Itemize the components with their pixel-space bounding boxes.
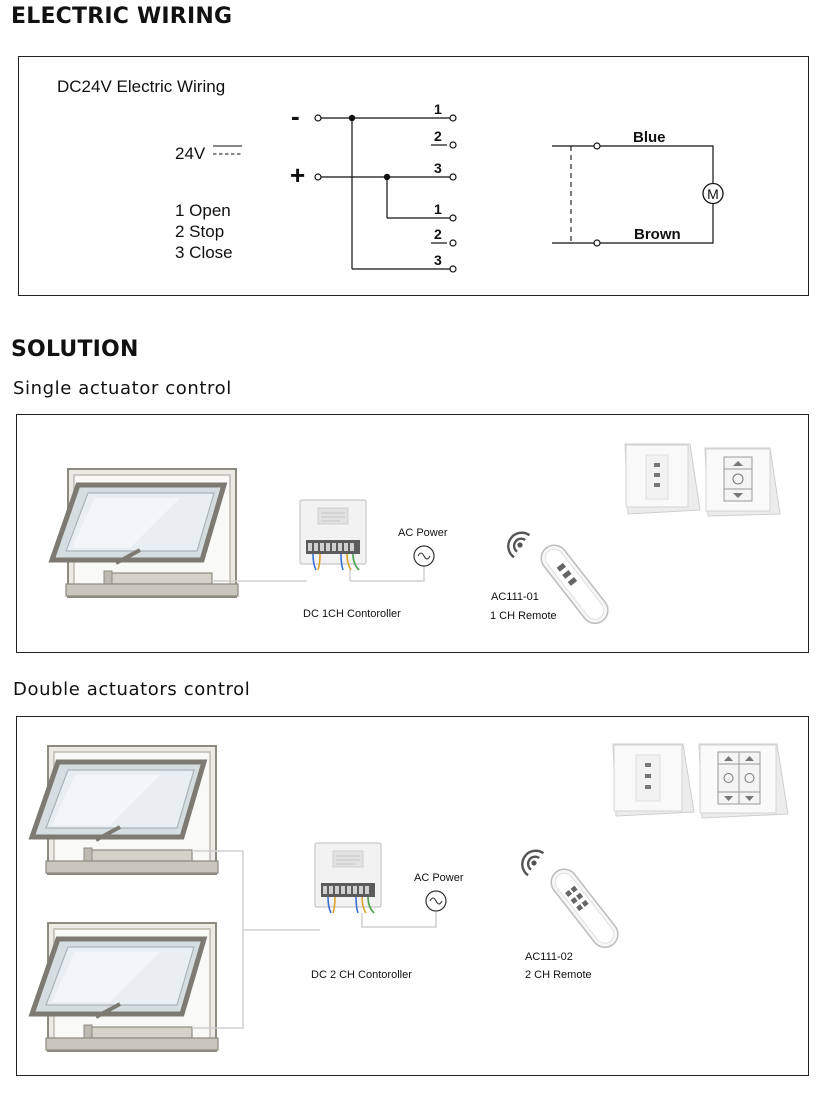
double-control-diagram <box>32 744 788 1051</box>
voltage-label: 24V <box>175 144 206 163</box>
awning-window-image-top <box>32 746 218 874</box>
legend-open: 1 Open <box>175 201 231 220</box>
controller-image <box>300 500 366 570</box>
wiring-diagram <box>57 77 723 272</box>
wall-switch-image <box>625 444 700 514</box>
remote-name-label: 1 CH Remote <box>490 610 557 622</box>
motor-label: M <box>707 186 719 202</box>
plus-terminal: + <box>290 160 306 190</box>
remote-model-label: AC111-01 <box>491 591 539 603</box>
wall-switch-image <box>613 744 694 816</box>
blue-wire-label: Blue <box>633 129 666 146</box>
terminal-bottom-1: 1 <box>434 201 442 217</box>
wireless-signal-icon <box>520 849 547 876</box>
minus-terminal: - <box>291 101 300 131</box>
brown-wire-label: Brown <box>634 226 681 243</box>
wireless-signal-icon <box>506 531 533 558</box>
controller-image <box>315 843 381 913</box>
single-control-diagram <box>52 444 780 628</box>
awning-window-image-bottom <box>32 923 218 1051</box>
remote-model-label: AC111-02 <box>525 951 573 963</box>
controller-label: DC 1CH Contoroller <box>303 608 401 620</box>
electric-wiring-heading: ELECTRIC WIRING <box>11 4 233 29</box>
terminal-top-2: 2 <box>434 128 442 144</box>
terminal-top-1: 1 <box>434 101 442 117</box>
solution-heading: SOLUTION <box>11 337 139 362</box>
controller-label: DC 2 CH Contoroller <box>311 969 412 981</box>
double-actuator-heading: Double actuators control <box>13 679 251 700</box>
wiring-title: DC24V Electric Wiring <box>57 77 226 96</box>
remote-name-label: 2 CH Remote <box>525 969 592 981</box>
awning-window-image <box>52 469 238 597</box>
remote-image <box>546 864 623 953</box>
terminal-top-3: 3 <box>434 160 442 176</box>
terminal-bottom-3: 3 <box>434 252 442 268</box>
terminal-bottom-2: 2 <box>434 226 442 242</box>
wall-switch-image <box>705 448 780 516</box>
legend-stop: 2 Stop <box>175 222 225 241</box>
wall-switch-image <box>699 744 788 818</box>
ac-power-label: AC Power <box>398 527 448 539</box>
ac-power-label: AC Power <box>414 872 464 884</box>
single-actuator-heading: Single actuator control <box>13 378 232 399</box>
legend-close: 3 Close <box>175 243 233 262</box>
